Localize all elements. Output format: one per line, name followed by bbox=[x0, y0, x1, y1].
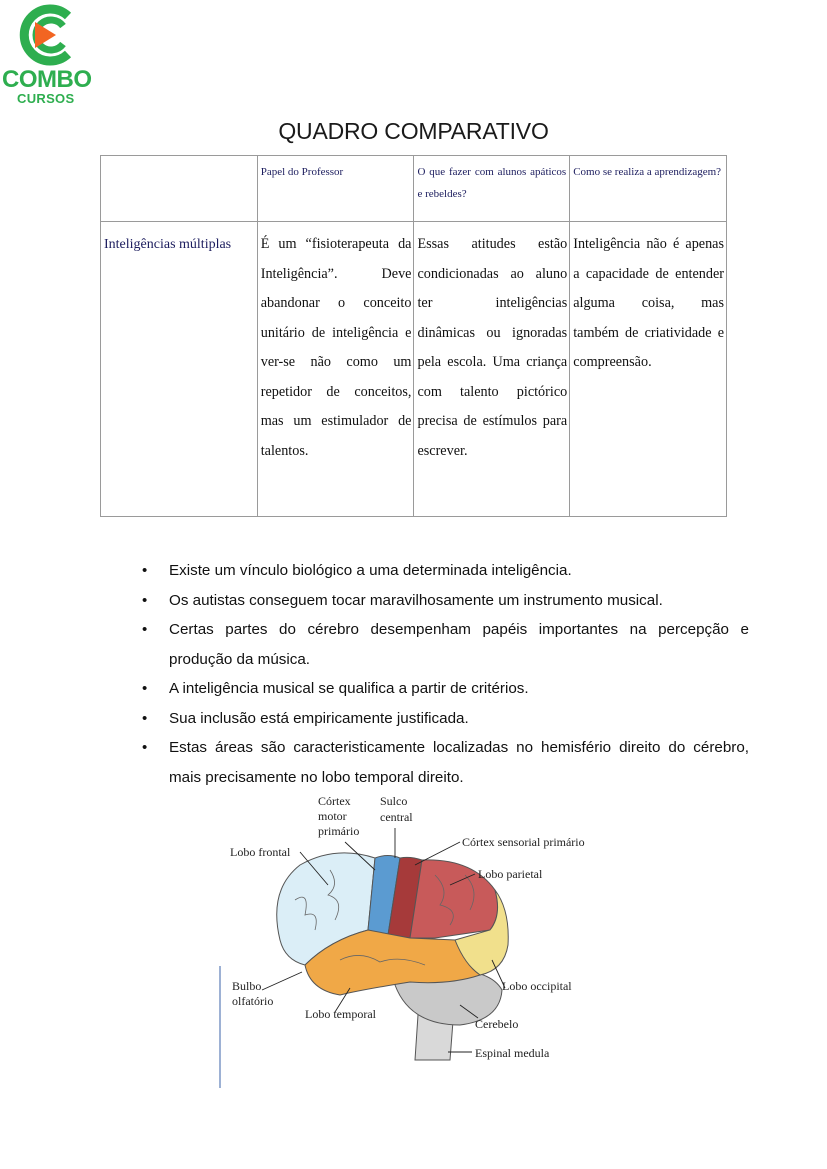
label-lobo-occipital: Lobo occipital bbox=[502, 979, 572, 993]
label-cerebelo: Cerebelo bbox=[475, 1017, 519, 1031]
header-papel-professor: Papel do Professor bbox=[257, 156, 414, 222]
label-bulbo-2: olfatório bbox=[232, 994, 274, 1008]
header-como-aprendizagem: Como se realiza a aprendizagem? bbox=[570, 156, 727, 222]
list-item: • Os autistas conseguem tocar maravilhosamente um instrumento musical. bbox=[140, 586, 749, 616]
list-item: • A inteligência musical se qualifica a partir de critérios. bbox=[140, 674, 749, 704]
list-item: • Existe um vínculo biológico a uma determinada inteligência. bbox=[140, 556, 749, 586]
label-lobo-frontal: Lobo frontal bbox=[230, 845, 291, 859]
cell-como-aprendizagem: Inteligência não é apenas a capacidade de entender alguma coisa, mas também de criatividade e compreensão. bbox=[570, 222, 727, 517]
label-cortex-sensorial: Córtex sensorial primário bbox=[462, 835, 585, 849]
label-bulbo-1: Bulbo bbox=[232, 979, 262, 993]
list-item: • Estas áreas são caracteristicamente localizadas no hemisfério direito do cérebro, mais precisamente no lobo temporal direito. bbox=[140, 733, 749, 792]
label-lobo-parietal: Lobo parietal bbox=[478, 867, 543, 881]
list-item: • Sua inclusão está empiricamente justificada. bbox=[140, 704, 749, 734]
list-item: • Certas partes do cérebro desempenham papéis importantes na percepção e produção da música. bbox=[140, 615, 749, 674]
header-alunos-apaticos: O que fazer com alunos apáticos e rebeldes? bbox=[414, 156, 570, 222]
label-espinal-medula: Espinal medula bbox=[475, 1046, 550, 1060]
label-sulco-2: central bbox=[380, 810, 413, 824]
bullet-list bbox=[140, 556, 749, 792]
brain-diagram bbox=[210, 790, 620, 1090]
header-cell-empty bbox=[101, 156, 258, 222]
label-lobo-temporal: Lobo temporal bbox=[305, 1007, 376, 1021]
table-header-row bbox=[101, 156, 727, 222]
comparison-table bbox=[100, 155, 727, 517]
combo-cursos-logo bbox=[0, 4, 104, 104]
row-label-cell: Inteligências múltiplas bbox=[101, 222, 258, 517]
label-cortex-motor-1: Córtex bbox=[318, 794, 351, 808]
cell-papel-professor: É um “fisioterapeuta da Inteligência”. Deve abandonar o conceito unitário de inteligência e ver-se não como um repetidor de conceitos, mas um estimulador de talentos. bbox=[257, 222, 414, 517]
combo-logo-icon bbox=[18, 4, 76, 66]
cell-alunos-apaticos: Essas atitudes estão condicionadas ao aluno ter inteligências dinâmicas ou ignoradas pela escola. Uma criança com talento pictórico precisa de estímulos para escrever. bbox=[414, 222, 570, 517]
label-cortex-motor-3: primário bbox=[318, 824, 360, 838]
logo-text-cursos: CURSOS bbox=[17, 91, 75, 106]
label-sulco-1: Sulco bbox=[380, 794, 408, 808]
page-title: QUADRO COMPARATIVO bbox=[278, 118, 549, 144]
label-cortex-motor-2: motor bbox=[318, 809, 347, 823]
logo-text-combo: COMBO bbox=[2, 66, 92, 93]
table-row bbox=[101, 222, 727, 517]
